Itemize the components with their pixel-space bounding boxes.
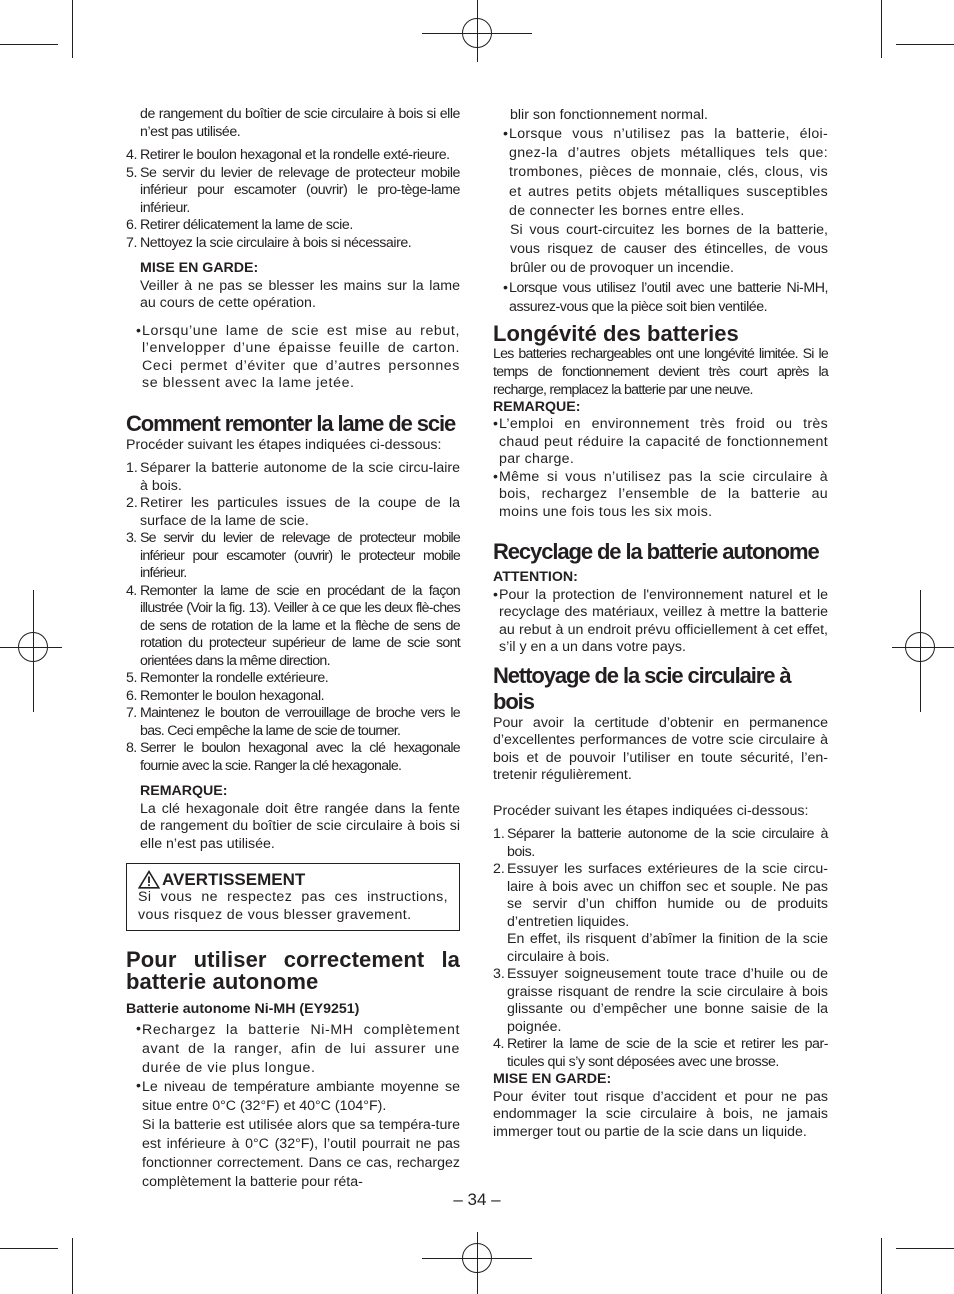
heading-battery-use: Pour utiliser correctement la batterie autonome [126,947,460,994]
cleaning-text: Pour avoir la certitude d’obtenir en permanence d’excellentes performances de votre scie circulaire à bois et de pouvoir l’utiliser en toute sécurité, l’en-tretenir régulièrement. [493,714,828,784]
cleaning-caution-text: Pour éviter tout risque d’accident et pour ne pas endommager la scie circulaire à bois, ne jamais immerger tout ou partie de la scie dans un liquide. [493,1088,828,1140]
list-item: 3. Essuyer soigneusement toute trace d’huile ou de graisse risquant de rendre la scie circulaire à bois glissante ou d’empêcher une bonne saisie de la poignée. [493,966,828,1035]
short-circuit-text: Si vous court-circuitez les bornes de la batterie, vous risquez de causer des étincelles, de vous brûler ou de provoquer un incendie. [510,222,828,277]
caution-text: Veiller à ne pas se blesser les mains sur la lame au cours de cette opération. [140,277,460,311]
attention-label: ATTENTION: [493,569,578,586]
left-column [126,106,460,1192]
caution-label: MISE EN GARDE: [140,260,259,276]
warning-box [126,863,460,931]
heading-remount: Comment remonter la lame de scie [126,410,456,436]
bullet-dispose: • Lorsqu’une lame de scie est mise au rebut, l’envelopper d’une épaisse feuille de carton. Ceci permet d’éviter que d’autres personnes se blessent avec la lame jetée. [136,322,460,391]
list-item: 5. Se servir du levier de relevage de protecteur mobile inférieur pour escamoter (ouvrir) le pro-tège-lame inférieur. [126,164,460,216]
list-item: 4. Retirer le boulon hexagonal et la rondelle exté-rieure. [126,147,450,163]
list-item: 3. Se servir du levier de relevage de protecteur mobile inférieur pour escamoter (ouvrir) le protecteur mobile inférieur. [126,530,460,581]
list-item: 7. Nettoyez la scie circulaire à bois si nécessaire. [126,234,412,251]
bullet-recharge: • Même si vous n’utilisez pas la scie circulaire à bois, rechargez l’ensemble de la batterie au moins une fois tous les six mois. [493,468,828,520]
continued-text: blir son fonctionnement normal. [510,107,708,123]
list-item: 5. Remonter la rondelle extérieure. [126,670,329,686]
remount-steps [126,460,460,775]
battery-subheading: Batterie autonome Ni-MH (EY9251) [126,1001,360,1017]
list-item: 7. Maintenez le bouton de verrouillage de broche vers le bas. Ceci empêche la lame de scie de tourner. [126,705,460,739]
longevity-text: Les batteries rechargeables ont une longévité limitée. Si le temps de fonctionnement devient très court après la recharge, remplacez la batterie par une neuve. [493,345,828,398]
warning-title: AVERTISSEMENT [162,870,306,889]
note-text: La clé hexagonale doit être rangée dans la fente de rangement du boîtier de scie circulaire à bois si elle n’est pas utilisée. [140,800,460,852]
note-block [126,783,460,853]
intro-text: de rangement du boîtier de scie circulaire à bois si elle n’est pas utilisée. [140,106,460,140]
list-item: 6. Remonter le boulon hexagonal. [126,687,325,704]
bullet-environment: • Pour la protection de l'environnement naturel et le recyclage des matériaux, veillez à mettre la batterie au rebut à un endroit prévu officiellement à cet effet, s’il y en a un dans votre pays. [493,586,828,656]
warning-triangle-icon [138,870,160,889]
list-item: 2. Essuyer les surfaces extérieures de la scie circu-laire à bois avec un chiffon sec et souple. Ne pas se servir d’un chiffon humide ou de produits d’entretien liquides. [493,861,828,930]
list-item: 1. Séparer la batterie autonome de la scie circu-laire à bois. [126,460,460,494]
heading-recycling: Recyclage de la batterie autonome [493,539,819,565]
warning-text: Si vous ne respectez pas ces instructions, vous risquez de vous blesser gravement. [138,889,448,923]
heading-cleaning: Nettoyage de la scie circulaire à bois [493,662,791,714]
cleaning-steps [493,826,828,1071]
bullet-cold: • L’emploi en environnement très froid ou très chaud peut réduire la capacité de fonctionnement par charge. [493,416,828,468]
right-column [493,106,828,1141]
list-item: 6. Retirer délicatement la lame de scie. [126,217,353,233]
list-item: 4. Retirer la lame de scie de la scie et retirer les par-ticules qui s’y sont déposées avec une brosse. [493,1036,828,1070]
bullet-ventilation: • Lorsque vous utilisez l’outil avec une batterie Ni-MH, assurez-vous que la pièce soit bien ventilée. [503,279,828,315]
cleaning-intro: Procéder suivant les étapes indiquées ci-dessous: [493,802,809,819]
page-number: – 34 – [453,1190,501,1209]
bullet-charge: • Rechargez la batterie Ni-MH complètement avant de la ranger, afin de lui assurer une durée de vie plus longue. [136,1020,460,1076]
list-item: 2. Retirer les particules issues de la coupe de la surface de la lame de scie. [126,495,460,529]
longevity-note-label: REMARQUE: [493,398,581,415]
list-item: 4. Remonter la lame de scie en procédant de la façon illustrée (Voir la fig. 13). Veiller à ce que les deux flè-ches de sens de rotation de la lame et la flèche de sens de rotation du protecteur supérieur de lame de scie sont orientées dans la même direction. [126,582,460,669]
remount-intro: Procéder suivant les étapes indiquées ci-dessous: [126,436,442,453]
bullet-keep-away: • Lorsque vous n’utilisez pas la batterie, éloi-gnez-la d’autres objets métalliques tels que: trombones, pièces de monnaie, clés, clous, vis et autres petits objets métalliques susceptibles de connecter les bornes entre elles. [503,126,828,219]
list-item: 1. Séparer la batterie autonome de la scie circulaire à bois. [493,826,828,860]
list-item: 8. Serrer le boulon hexagonal avec la clé hexagonale fournie avec la scie. Ranger la clé hexagonale. [126,740,460,774]
bullet-temperature: • Le niveau de température ambiante moyenne se situe entre 0°C (32°F) et 40°C (104°F). [136,1077,460,1114]
cleaning-caution-label: MISE EN GARDE: [493,1071,612,1088]
caution-block [126,260,460,313]
heading-longevity: Longévité des batteries [493,320,739,346]
temperature-continued: Si la batterie est utilisée alors que sa tempéra-ture est inférieure à 0°C (32°F), l’outil pourrait ne pas fonctionner correctement. Dans ce cas, rechargez complètement la batterie pour réta- [142,1116,460,1190]
cleaning-step-extra: En effet, ils risquent d’abîmer la finition de la scie circulaire à bois. [507,931,828,965]
removal-steps [126,147,460,252]
note-label: REMARQUE: [140,783,228,799]
